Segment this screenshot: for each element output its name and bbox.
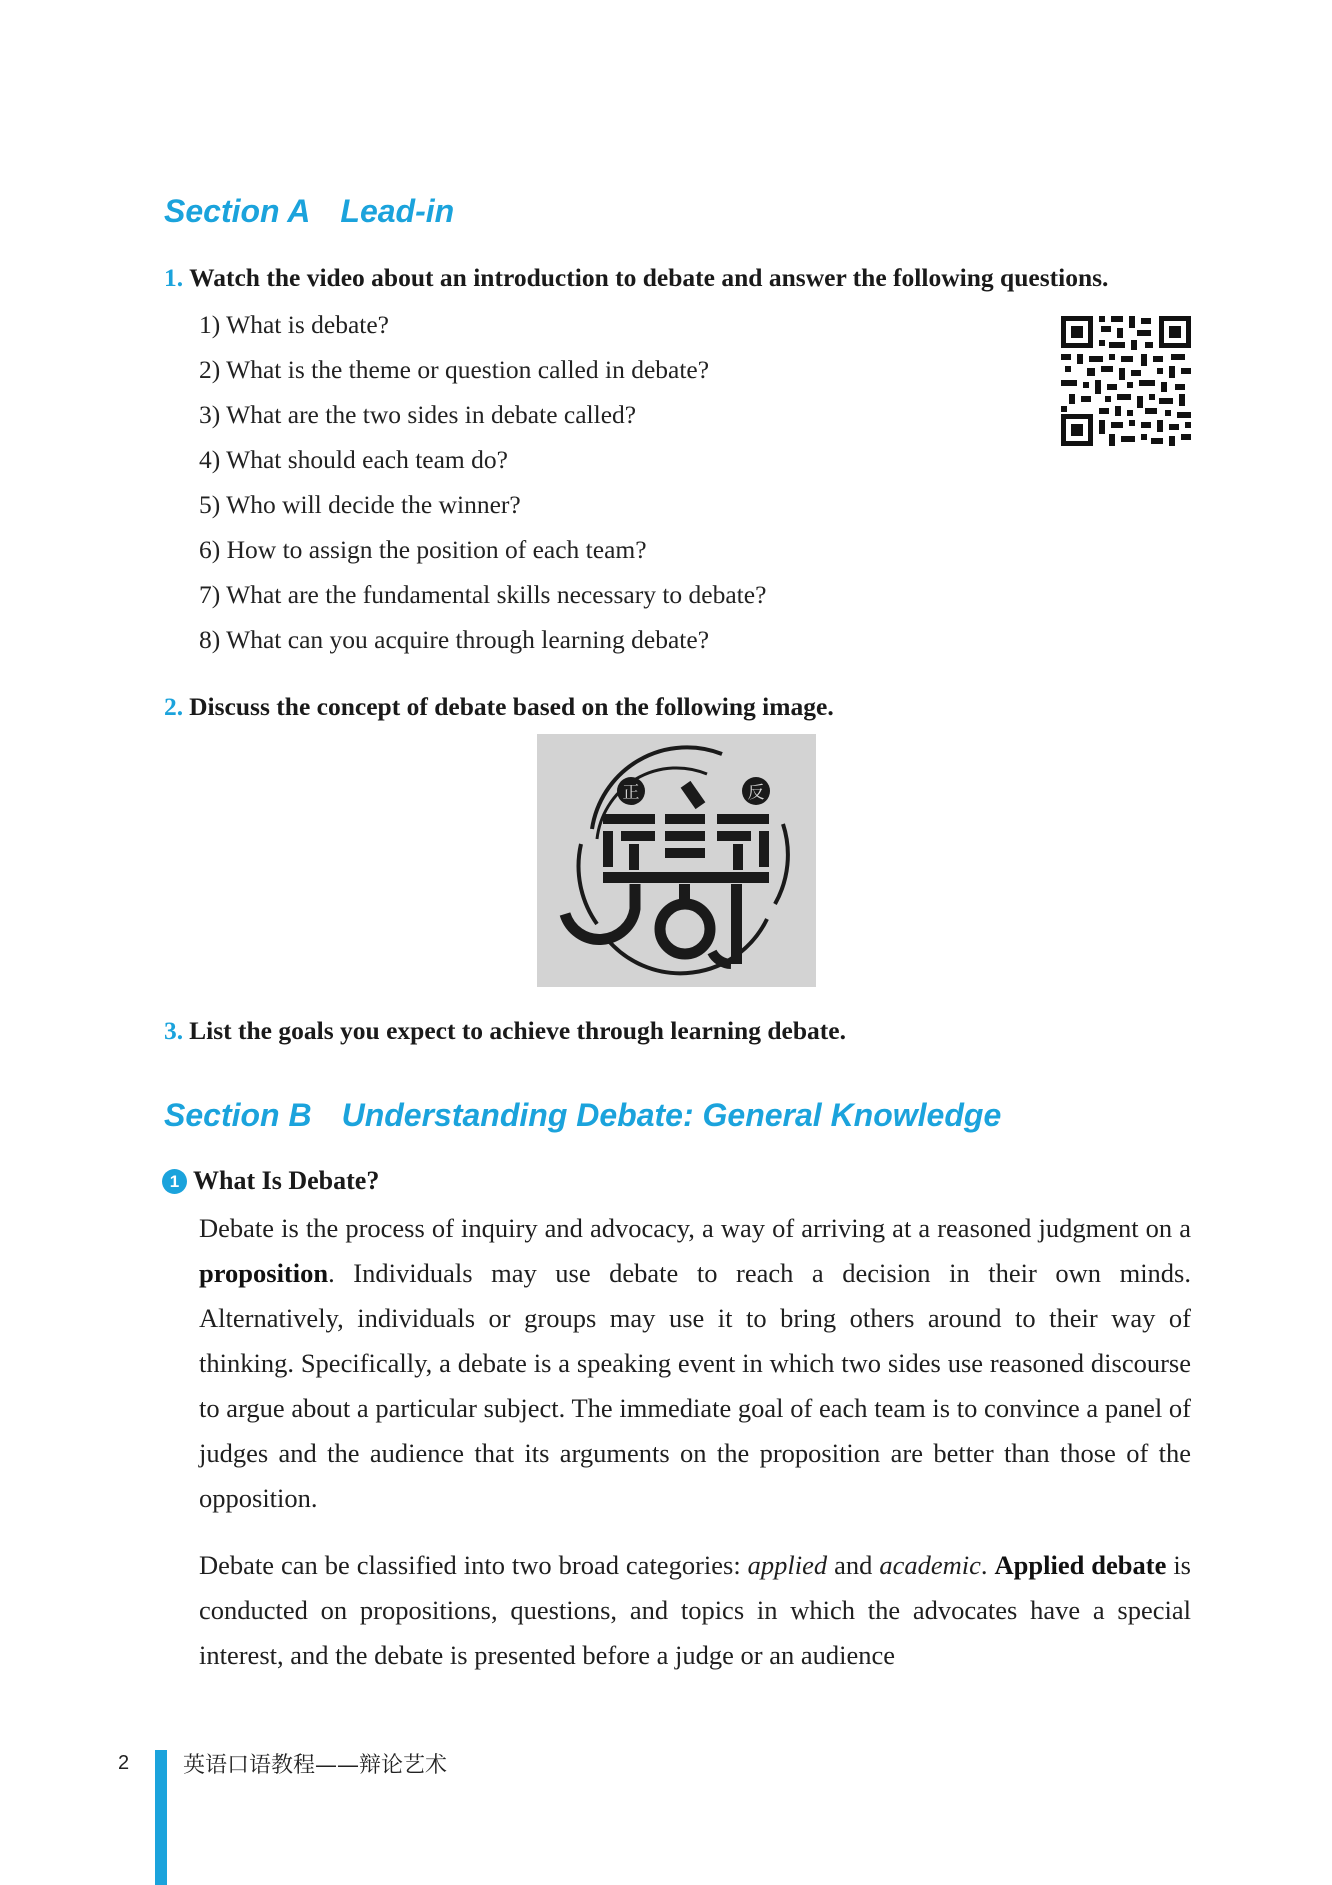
paragraph-2 xyxy=(199,1543,1191,1678)
question-2-heading xyxy=(164,692,834,722)
question-3-number: 3. xyxy=(164,1016,184,1045)
section-b-heading: Understanding Debate: General Knowledge xyxy=(341,1097,1002,1133)
term-applied-debate: Applied debate xyxy=(994,1550,1167,1580)
debate-image xyxy=(537,734,816,987)
question-item: 8) What can you acquire through learning debate? xyxy=(199,625,710,654)
question-item: 7) What are the fundamental skills necessary to debate? xyxy=(199,580,767,609)
question-item: 4) What should each team do? xyxy=(199,445,508,474)
paragraph-2-text-d: is conducted on propositions, questions, and topics in which the advocates have a special interest, and the debate is presented before a judge or an audience xyxy=(199,1550,1191,1670)
page-number: 2 xyxy=(118,1752,130,1774)
footer-book-title: 英语口语教程——辩论艺术 xyxy=(183,1753,448,1778)
section-a-heading: Lead-in xyxy=(340,193,455,229)
term-proposition: proposition xyxy=(199,1258,329,1288)
paragraph-1 xyxy=(199,1206,1191,1521)
paragraph-1-text-a: Debate is the process of inquiry and advocacy, a way of arriving at a reasoned judgment on a xyxy=(199,1213,1191,1243)
question-1-heading xyxy=(164,263,1108,293)
figure-label-right: 反 xyxy=(747,783,765,803)
debate-logo-graphic xyxy=(537,734,816,987)
question-item: 1) What is debate? xyxy=(199,310,389,339)
footer-accent-bar xyxy=(155,1750,167,1885)
question-1-text: Watch the video about an introduction to debate and answer the following questions. xyxy=(189,263,1109,292)
qr-code-icon[interactable] xyxy=(1061,316,1191,446)
section-b-label: Section B xyxy=(164,1097,312,1133)
section-a-title xyxy=(164,193,454,230)
question-2-number: 2. xyxy=(164,692,184,721)
subsection-1-number: 1 xyxy=(162,1169,187,1194)
question-item: 5) Who will decide the winner? xyxy=(199,490,521,519)
question-item: 3) What are the two sides in debate called? xyxy=(199,400,637,429)
figure-label-left: 正 xyxy=(622,783,640,803)
question-3-heading xyxy=(164,1016,846,1046)
paragraph-2-text-b: and xyxy=(827,1550,880,1580)
subsection-1-heading xyxy=(162,1166,379,1196)
term-academic: academic xyxy=(879,1550,981,1580)
section-a-label: Section A xyxy=(164,193,311,229)
question-3-text: List the goals you expect to achieve through learning debate. xyxy=(189,1016,846,1045)
section-b-title xyxy=(164,1097,1001,1134)
question-2-text: Discuss the concept of debate based on the following image. xyxy=(189,692,834,721)
term-applied: applied xyxy=(747,1550,828,1580)
subsection-1-title: What Is Debate? xyxy=(193,1166,380,1195)
question-1-list xyxy=(199,307,766,667)
question-item: 6) How to assign the position of each team? xyxy=(199,535,647,564)
paragraph-1-text-b: . Individuals may use debate to reach a decision in their own minds. Alternatively, individuals or groups may use it to bring others around to their way of thinking. Specifically, a debate is a speaking event in which two sides use reasoned discourse to argue about a particular subject. The immediate goal of each team is to convince a panel of judges and the audience that its arguments on the proposition are better than those of the opposition. xyxy=(199,1258,1191,1513)
paragraph-2-text-c: . xyxy=(980,1550,995,1580)
paragraph-2-text-a: Debate can be classified into two broad categories: xyxy=(199,1550,748,1580)
question-item: 2) What is the theme or question called in debate? xyxy=(199,355,710,384)
question-1-number: 1. xyxy=(164,263,184,292)
